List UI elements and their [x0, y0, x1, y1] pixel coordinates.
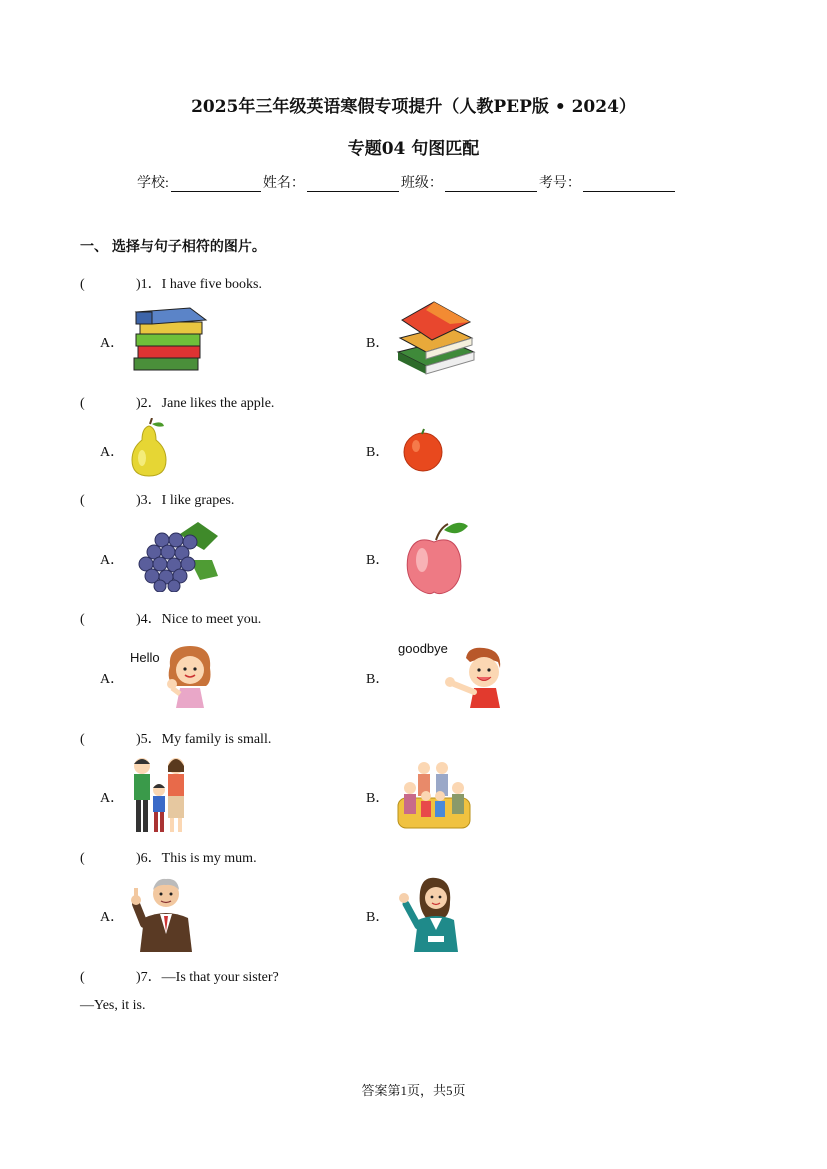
option-a-label: A． [100, 910, 125, 925]
big-family-icon[interactable] [394, 758, 474, 832]
question-text: 5．My family is small. [140, 732, 272, 747]
question-5: ( )5．My family is small. [80, 732, 272, 747]
answer-paren[interactable]: ( [80, 396, 85, 411]
books-icon[interactable] [130, 306, 208, 376]
pear-icon[interactable] [128, 418, 170, 478]
option-b-label: B． [366, 553, 390, 568]
answer-paren[interactable]: ( [80, 277, 85, 292]
option-b-label: B． [366, 336, 390, 351]
answer-paren[interactable]: ( [80, 612, 85, 627]
apple-icon[interactable] [404, 520, 470, 596]
section-title: 一、 选择与句子相符的图片。 [80, 238, 266, 254]
option-a-label: A． [100, 553, 125, 568]
question-text: 3．I like grapes. [140, 493, 235, 508]
student-info-row [137, 172, 677, 192]
woman-icon[interactable] [396, 874, 462, 952]
question-text: 7．—Is that your sister? [140, 970, 279, 985]
question-text: 2．Jane likes the apple. [140, 396, 275, 411]
question-7: ( )7．—Is that your sister? [80, 970, 279, 985]
option-b-label: B． [366, 672, 390, 687]
grapes-icon[interactable] [132, 520, 220, 592]
question-4: ( )4．Nice to meet you. [80, 612, 262, 627]
question-2: ( )2．Jane likes the apple. [80, 396, 275, 411]
name-field[interactable] [307, 175, 399, 192]
option-b-label: B． [366, 445, 390, 460]
hello-speech: Hello [130, 650, 160, 665]
question-text: 4．Nice to meet you. [140, 612, 262, 627]
man-icon[interactable] [130, 874, 200, 952]
question-1: ( )1．I have five books. [80, 277, 262, 292]
name-label: 姓名： [262, 176, 305, 191]
page-title: 2025年三年级英语寒假专项提升（人教PEP版 • 2024） [191, 97, 636, 117]
answer-paren[interactable]: ( [80, 851, 85, 866]
answer-paren[interactable]: ( [80, 732, 85, 747]
answer-paren[interactable]: ( [80, 493, 85, 508]
question-7-answer: —Yes, it is. [80, 998, 146, 1013]
option-a-label: A． [100, 672, 125, 687]
girl-hello-icon[interactable] [160, 642, 218, 708]
option-a-label: A． [100, 445, 125, 460]
school-field[interactable] [171, 175, 261, 192]
option-b-label: B． [366, 791, 390, 806]
goodbye-speech: goodbye [398, 641, 448, 656]
boy-goodbye-icon[interactable] [444, 644, 506, 708]
exam-number-label: 考号： [538, 176, 581, 191]
option-b-label: B． [366, 910, 390, 925]
exam-number-field[interactable] [583, 175, 675, 192]
class-field[interactable] [445, 175, 537, 192]
question-text: 1．I have five books. [140, 277, 262, 292]
option-a-label: A． [100, 791, 125, 806]
small-family-icon[interactable] [128, 754, 192, 834]
option-a-label: A． [100, 336, 125, 351]
page-footer: 答案第1页，共5页 [361, 1083, 466, 1098]
question-6: ( )6．This is my mum. [80, 851, 257, 866]
class-label: 班级： [400, 176, 443, 191]
question-3: ( )3．I like grapes. [80, 493, 235, 508]
books-icon[interactable] [396, 300, 476, 380]
school-label: 学校: [137, 176, 169, 191]
answer-paren[interactable]: ( [80, 970, 85, 985]
question-text: 6．This is my mum. [140, 851, 257, 866]
page-subtitle: 专题04 句图匹配 [347, 139, 480, 159]
orange-icon[interactable] [402, 428, 444, 472]
